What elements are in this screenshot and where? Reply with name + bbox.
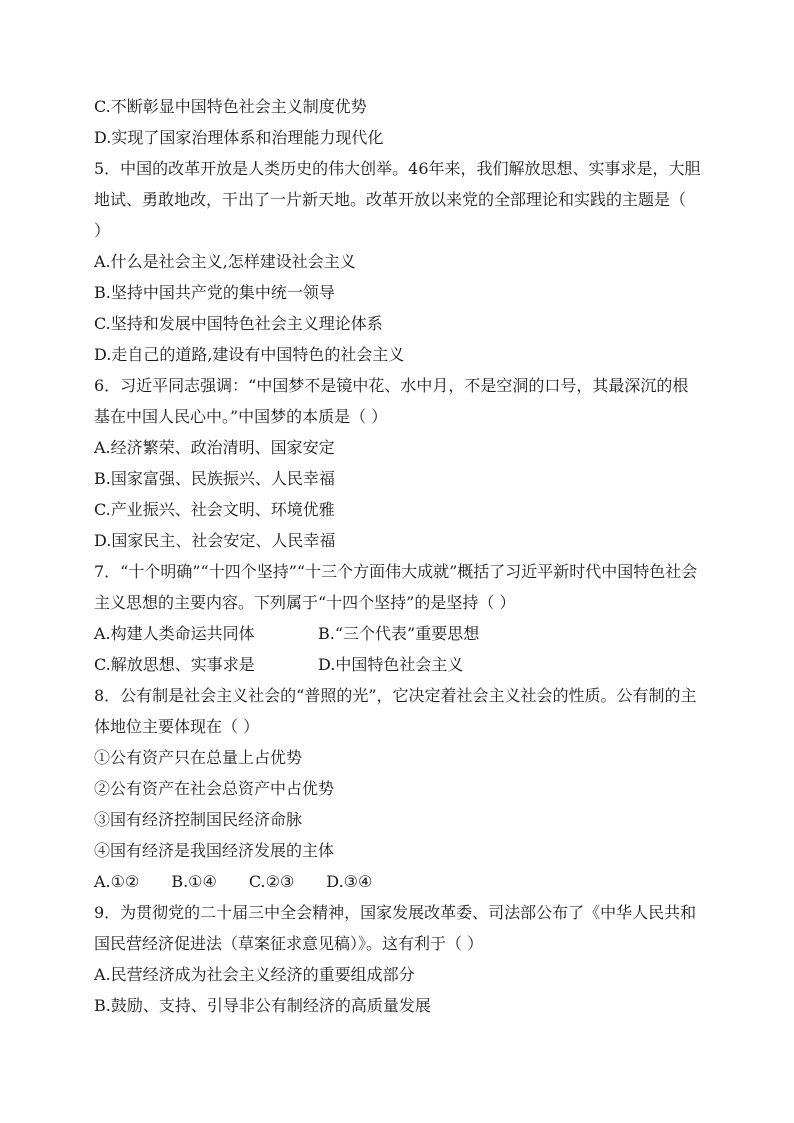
q8-statement-4: ④国有经济是我国经济发展的主体	[94, 841, 335, 860]
q8-options: A.①② B.①④ C.②③ D.③④	[94, 872, 373, 891]
q7-stem-line2: 主义思想的主要内容。下列属于“十四个坚持”的是坚持（ ）	[94, 593, 516, 612]
q7-option-d: D.中国特色社会主义	[318, 655, 464, 674]
q9-option-a: A.民营经济成为社会主义经济的重要组成部分	[94, 965, 415, 984]
q5-stem-line1: 5．中国的改革开放是人类历史的伟大创举。46年来，我们解放思想、实事求是，大胆	[94, 159, 701, 178]
q9-option-b: B.鼓励、支持、引导非公有制经济的高质量发展	[94, 996, 431, 1015]
q5-option-d: D.走自己的道路,建设有中国特色的社会主义	[94, 345, 405, 364]
q7-stem-line1: 7．“十个明确”“十四个坚持”“十三个方面伟大成就”概括了习近平新时代中国特色社会	[94, 562, 698, 581]
q7-option-c: C.解放思想、实事求是	[94, 655, 255, 674]
q8-statement-2: ②公有资产在社会总资产中占优势	[94, 779, 335, 798]
q7-option-b: B.“三个代表”重要思想	[318, 624, 480, 643]
q8-statement-1: ①公有资产只在总量上占优势	[94, 748, 303, 767]
q5-option-a: A.什么是社会主义,怎样建设社会主义	[94, 252, 356, 271]
q5-option-c: C.坚持和发展中国特色社会主义理论体系	[94, 314, 383, 333]
q5-option-b: B.坚持中国共产党的集中统一领导	[94, 283, 335, 302]
q8-stem-line1: 8．公有制是社会主义社会的“普照的光”，它决定着社会主义社会的性质。公有制的主	[94, 686, 697, 705]
q7-option-a: A.构建人类命运共同体	[94, 624, 255, 643]
q5-stem-line3: ）	[94, 221, 111, 240]
q6-option-d: D.国家民主、社会安定、人民幸福	[94, 531, 336, 550]
q6-option-b: B.国家富强、民族振兴、人民幸福	[94, 469, 335, 488]
q5-stem-line2: 地试、勇敢地改，干出了一片新天地。改革开放以来党的全部理论和实践的主题是（	[94, 190, 687, 209]
q4-option-d: D.实现了国家治理体系和治理能力现代化	[94, 128, 384, 147]
q6-stem-line1: 6．习近平同志强调：“中国梦不是镜中花、水中月，不是空洞的口号，其最深沉的根	[94, 376, 689, 395]
q8-statement-3: ③国有经济控制国民经济命脉	[94, 810, 303, 829]
q9-stem-line1: 9．为贯彻党的二十届三中全会精神，国家发展改革委、司法部公布了《中华人民共和	[94, 903, 697, 922]
q6-option-a: A.经济繁荣、政治清明、国家安定	[94, 438, 335, 457]
q8-stem-line2: 体地位主要体现在（ ）	[94, 717, 260, 736]
q6-stem-line2: 基在中国人民心中。”中国梦的本质是（ ）	[94, 407, 388, 426]
q4-option-c: C.不断彰显中国特色社会主义制度优势	[94, 97, 367, 116]
q9-stem-line2: 国民营经济促进法（草案征求意见稿）》。这有利于（ ）	[94, 934, 484, 953]
q6-option-c: C.产业振兴、社会文明、环境优雅	[94, 500, 335, 519]
